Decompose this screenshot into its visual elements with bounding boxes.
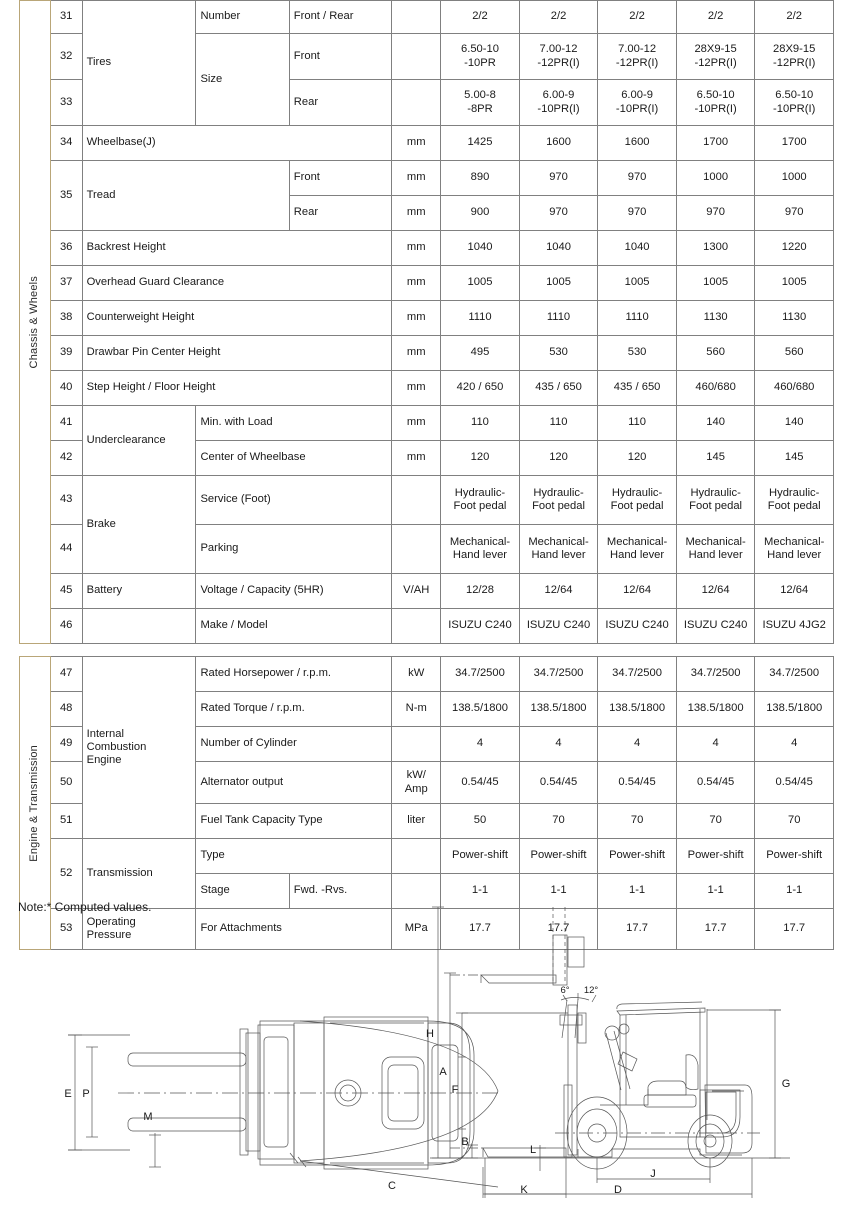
value-cell	[598, 476, 677, 525]
unit-cell	[392, 80, 441, 126]
value-cell: 970	[676, 196, 755, 231]
value-cell: 12/64	[519, 574, 598, 609]
row-number: 34	[50, 126, 82, 161]
value-line-1: Mechanical-	[528, 535, 589, 548]
value-cell: 900	[441, 196, 520, 231]
value-cell: 120	[441, 441, 520, 476]
value-cell: 12/64	[598, 574, 677, 609]
unit-cell: mm	[392, 126, 441, 161]
value-cell: Power-shift	[755, 839, 834, 874]
dim-label-B: B	[461, 1136, 469, 1148]
row-number: 52	[50, 839, 82, 909]
row-number: 42	[50, 441, 82, 476]
row-number: 39	[50, 336, 82, 371]
unit-line-1: kW/	[406, 769, 426, 782]
group-label-line-3: Engine	[86, 754, 122, 767]
sub-label-voltage-capacity: Voltage / Capacity (5HR)	[196, 574, 392, 609]
group-label-counterweight-height: Counterweight Height	[82, 301, 392, 336]
value-cell: 138.5/1800	[441, 692, 520, 727]
value-cell: 1220	[755, 231, 834, 266]
value-cell: ISUZU C240	[598, 609, 677, 644]
value-line-2: -12PR(I)	[537, 56, 580, 69]
value-cell: 460/680	[676, 371, 755, 406]
value-line-1: Mechanical-	[606, 535, 668, 548]
table-row	[20, 1, 834, 34]
value-line-1: 6.50-10	[696, 89, 735, 102]
unit-cell	[392, 525, 441, 574]
unit-cell	[392, 1, 441, 34]
unit-cell: mm	[392, 301, 441, 336]
value-line-2: -12PR(I)	[615, 56, 659, 69]
value-cell: 120	[598, 441, 677, 476]
sub2-label-front: Front	[289, 161, 391, 196]
value-cell	[598, 34, 677, 80]
value-cell: 1130	[755, 301, 834, 336]
unit-cell: mm	[392, 161, 441, 196]
value-cell: 17.7	[441, 909, 520, 950]
value-cell: 560	[676, 336, 755, 371]
value-line-1: 28X9-15	[773, 43, 816, 56]
value-cell: 70	[598, 804, 677, 839]
value-cell	[519, 80, 598, 126]
value-cell: 460/680	[755, 371, 834, 406]
value-cell	[441, 34, 520, 80]
value-cell: 1110	[519, 301, 598, 336]
value-cell: 530	[598, 336, 677, 371]
table-row	[20, 657, 834, 692]
value-line-2: -10PR(I)	[773, 102, 816, 115]
unit-cell: mm	[392, 371, 441, 406]
section-band-label-engine: Engine & Transmission	[28, 744, 41, 862]
sub-label-number: Number	[196, 1, 289, 34]
value-cell: 1110	[598, 301, 677, 336]
value-cell	[441, 476, 520, 525]
value-line-1: 7.00-12	[618, 43, 657, 56]
value-cell: 34.7/2500	[519, 657, 598, 692]
value-line-2: -10PR(I)	[615, 102, 659, 115]
value-cell	[519, 476, 598, 525]
value-cell: 2/2	[676, 1, 755, 34]
value-cell	[676, 476, 755, 525]
value-cell: 70	[755, 804, 834, 839]
value-line-1: 7.00-12	[539, 43, 578, 56]
table-row	[20, 336, 834, 371]
value-cell: 1130	[676, 301, 755, 336]
value-cell: 0.54/45	[519, 762, 598, 804]
value-line-2: -12PR(I)	[694, 56, 737, 69]
value-cell: 2/2	[519, 1, 598, 34]
unit-cell: kW	[392, 657, 441, 692]
value-line-2: Hand lever	[452, 549, 508, 561]
sub-label-fuel-tank-capacity: Fuel Tank Capacity Type	[196, 804, 392, 839]
value-cell	[441, 80, 520, 126]
sub2-label-fwd-rvs: Fwd. -Rvs.	[289, 874, 391, 909]
value-cell: 17.7	[755, 909, 834, 950]
value-cell: 138.5/1800	[676, 692, 755, 727]
sub-label-for-attachments: For Attachments	[196, 909, 392, 950]
group-label-line-1: Operating	[86, 915, 136, 928]
value-cell: 970	[598, 196, 677, 231]
unit-cell	[392, 762, 441, 804]
value-line-2: Foot pedal	[610, 500, 664, 512]
sub-label-parking: Parking	[196, 525, 392, 574]
group-label-tires: Tires	[82, 1, 196, 126]
row-number: 35	[50, 161, 82, 231]
table-row	[20, 301, 834, 336]
value-cell: 4	[441, 727, 520, 762]
section-band-label-chassis: Chassis & Wheels	[28, 275, 41, 369]
value-cell	[441, 525, 520, 574]
sub-label-type: Type	[196, 839, 392, 874]
drawings-svg	[0, 905, 850, 1210]
group-label-transmission: Transmission	[82, 839, 196, 909]
sub-label-size: Size	[196, 34, 289, 126]
row-number: 41	[50, 406, 82, 441]
value-cell: 12/28	[441, 574, 520, 609]
row-number: 37	[50, 266, 82, 301]
value-cell: 110	[598, 406, 677, 441]
row-number: 51	[50, 804, 82, 839]
unit-cell: N-m	[392, 692, 441, 727]
row-number: 43	[50, 476, 82, 525]
value-cell	[755, 80, 834, 126]
value-cell: 495	[441, 336, 520, 371]
value-line-1: 5.00-8	[464, 89, 496, 102]
unit-cell: mm	[392, 196, 441, 231]
sub2-label-rear: Rear	[289, 80, 391, 126]
value-line-1: 6.50-10	[461, 43, 499, 56]
value-cell: 34.7/2500	[441, 657, 520, 692]
value-cell: 17.7	[598, 909, 677, 950]
value-cell: 1-1	[598, 874, 677, 909]
specification-table	[19, 0, 834, 950]
unit-cell: MPa	[392, 909, 441, 950]
value-cell: 1600	[598, 126, 677, 161]
sub-label-stage: Stage	[196, 874, 289, 909]
value-cell	[598, 525, 677, 574]
dim-label-J: J	[650, 1168, 656, 1180]
dim-label-C: C	[388, 1180, 396, 1192]
value-cell: 1000	[676, 161, 755, 196]
unit-cell: mm	[392, 406, 441, 441]
row-number: 33	[50, 80, 82, 126]
group-label-line-2: Combustion	[86, 740, 147, 753]
row-number: 31	[50, 1, 82, 34]
value-cell: 140	[755, 406, 834, 441]
value-cell: 970	[519, 196, 598, 231]
sub-label-make-model: Make / Model	[196, 609, 392, 644]
value-cell: Power-shift	[441, 839, 520, 874]
value-cell: 2/2	[441, 1, 520, 34]
value-line-1: 28X9-15	[694, 43, 737, 56]
value-cell: 420 / 650	[441, 371, 520, 406]
value-cell	[755, 476, 834, 525]
value-cell: 17.7	[676, 909, 755, 950]
value-line-1: Hydraulic-	[611, 486, 663, 499]
value-cell: 1-1	[519, 874, 598, 909]
unit-cell: mm	[392, 336, 441, 371]
value-line-2: Hand lever	[531, 549, 586, 561]
value-cell: 4	[519, 727, 598, 762]
value-cell	[519, 34, 598, 80]
row-number: 53	[50, 909, 82, 950]
sub2-label-front: Front	[289, 34, 391, 80]
value-cell: 138.5/1800	[755, 692, 834, 727]
value-line-2: Foot pedal	[453, 500, 507, 512]
value-cell: 1425	[441, 126, 520, 161]
row-number: 46	[50, 609, 82, 644]
row-number: 50	[50, 762, 82, 804]
technical-drawings	[0, 905, 850, 1210]
value-line-1: Hydraulic-	[454, 486, 506, 499]
angle-label-12deg: 12°	[583, 985, 599, 996]
value-line-1: 6.00-9	[542, 89, 575, 102]
value-cell: 1040	[598, 231, 677, 266]
sub-label-alternator-output: Alternator output	[196, 762, 392, 804]
value-cell: ISUZU C240	[676, 609, 755, 644]
value-cell: 138.5/1800	[598, 692, 677, 727]
value-cell: 1005	[441, 266, 520, 301]
dim-label-P: P	[82, 1088, 90, 1100]
dim-label-F: F	[451, 1084, 459, 1096]
value-cell: Power-shift	[676, 839, 755, 874]
group-label-tread: Tread	[82, 161, 289, 231]
value-cell	[755, 525, 834, 574]
section-gap-cell	[20, 644, 834, 657]
unit-cell	[392, 839, 441, 874]
value-cell: 70	[519, 804, 598, 839]
section-gap	[20, 644, 834, 657]
value-line-2: Foot pedal	[532, 500, 585, 512]
sub-label-rated-torque: Rated Torque / r.p.m.	[196, 692, 392, 727]
table-row	[20, 609, 834, 644]
dim-label-H: H	[426, 1028, 434, 1040]
group-label-line-2: Pressure	[86, 929, 132, 941]
value-line-2: -12PR(I)	[773, 56, 816, 69]
dim-label-L: L	[529, 1144, 537, 1156]
value-cell: 0.54/45	[441, 762, 520, 804]
angle-label-6deg: 6°	[560, 985, 570, 996]
value-line-2: -10PR(I)	[694, 102, 737, 115]
value-line-2: Hand lever	[610, 549, 665, 561]
value-cell: 110	[441, 406, 520, 441]
row-number: 36	[50, 231, 82, 266]
group-label-battery: Battery	[82, 574, 196, 609]
value-cell: 2/2	[598, 1, 677, 34]
value-cell: Power-shift	[598, 839, 677, 874]
unit-cell: mm	[392, 266, 441, 301]
group-label-empty	[82, 609, 196, 644]
unit-cell	[392, 34, 441, 80]
value-cell: 1005	[519, 266, 598, 301]
row-number: 38	[50, 301, 82, 336]
value-line-1: Mechanical-	[764, 535, 825, 548]
value-cell: 120	[519, 441, 598, 476]
value-cell: 1300	[676, 231, 755, 266]
value-line-1: Hydraulic-	[690, 486, 741, 499]
value-line-2: Hand lever	[688, 549, 743, 561]
value-cell: 0.54/45	[598, 762, 677, 804]
sub-label-service-foot: Service (Foot)	[196, 476, 392, 525]
value-cell: ISUZU C240	[441, 609, 520, 644]
value-cell: 1110	[441, 301, 520, 336]
unit-line-2: Amp	[404, 782, 428, 795]
table-row	[20, 266, 834, 301]
unit-cell	[392, 609, 441, 644]
row-number: 32	[50, 34, 82, 80]
table-row	[20, 406, 834, 441]
value-cell	[676, 80, 755, 126]
value-line-1: Mechanical-	[449, 535, 511, 548]
dim-label-A: A	[439, 1066, 447, 1078]
dim-label-M: M	[143, 1111, 153, 1123]
table-row	[20, 371, 834, 406]
forklift-top-view	[68, 1017, 500, 1187]
value-cell	[676, 34, 755, 80]
value-cell: 138.5/1800	[519, 692, 598, 727]
unit-cell	[392, 476, 441, 525]
table-row	[20, 839, 834, 874]
group-label-backrest-height: Backrest Height	[82, 231, 392, 266]
row-number: 48	[50, 692, 82, 727]
value-cell: 1700	[676, 126, 755, 161]
note-text: Note:* Computed values.	[18, 900, 152, 914]
table-row	[20, 126, 834, 161]
group-label-step-floor-height: Step Height / Floor Height	[82, 371, 392, 406]
value-cell: 970	[598, 161, 677, 196]
value-cell: 1-1	[441, 874, 520, 909]
value-cell: 530	[519, 336, 598, 371]
sub2-label-front-rear: Front / Rear	[289, 1, 391, 34]
value-cell: 435 / 650	[519, 371, 598, 406]
value-cell: 34.7/2500	[755, 657, 834, 692]
group-label-brake: Brake	[82, 476, 196, 574]
value-cell: 1005	[755, 266, 834, 301]
value-cell: 890	[441, 161, 520, 196]
group-label-drawbar-pin-center-height: Drawbar Pin Center Height	[82, 336, 392, 371]
value-line-1: 6.00-9	[621, 89, 653, 102]
group-label-internal-combustion-engine	[82, 657, 196, 839]
value-line-2: -8PR	[467, 102, 493, 115]
value-cell: 0.54/45	[755, 762, 834, 804]
value-line-2: Foot pedal	[767, 500, 821, 512]
value-line-2: Hand lever	[767, 549, 822, 561]
value-line-2: -10PR(I)	[537, 102, 580, 115]
table-row	[20, 161, 834, 196]
value-cell	[755, 34, 834, 80]
row-number: 45	[50, 574, 82, 609]
value-line-2: -10PR	[464, 56, 496, 69]
sub-label-rated-horsepower: Rated Horsepower / r.p.m.	[196, 657, 392, 692]
sub-label-number-of-cylinder: Number of Cylinder	[196, 727, 392, 762]
table-row	[20, 476, 834, 525]
value-cell: 110	[519, 406, 598, 441]
row-number: 44	[50, 525, 82, 574]
group-label-wheelbase: Wheelbase(J)	[82, 126, 392, 161]
table-row	[20, 231, 834, 266]
value-cell: Power-shift	[519, 839, 598, 874]
row-number: 47	[50, 657, 82, 692]
sub-label-center-of-wheelbase: Center of Wheelbase	[196, 441, 392, 476]
value-cell	[519, 525, 598, 574]
dim-label-E: E	[64, 1088, 72, 1100]
table-row	[20, 574, 834, 609]
value-cell: 1-1	[755, 874, 834, 909]
row-number: 49	[50, 727, 82, 762]
value-cell: 1005	[598, 266, 677, 301]
value-cell: 970	[519, 161, 598, 196]
row-number: 40	[50, 371, 82, 406]
value-cell: 145	[755, 441, 834, 476]
value-cell: 1000	[755, 161, 834, 196]
unit-cell	[392, 874, 441, 909]
value-line-2: Foot pedal	[689, 500, 743, 512]
dim-label-D: D	[614, 1184, 622, 1196]
value-cell: ISUZU 4JG2	[755, 609, 834, 644]
value-cell: 34.7/2500	[676, 657, 755, 692]
unit-cell: mm	[392, 441, 441, 476]
value-cell: 1040	[441, 231, 520, 266]
group-label-line-1: Internal	[86, 727, 124, 740]
value-cell: 435 / 650	[598, 371, 677, 406]
value-cell	[676, 525, 755, 574]
forklift-side-view	[430, 907, 790, 1198]
value-cell: 34.7/2500	[598, 657, 677, 692]
dim-label-K: K	[520, 1184, 528, 1196]
value-cell: 17.7	[519, 909, 598, 950]
value-cell: 4	[598, 727, 677, 762]
value-cell: ISUZU C240	[519, 609, 598, 644]
value-cell: 70	[676, 804, 755, 839]
value-cell: 0.54/45	[676, 762, 755, 804]
value-line-1: Mechanical-	[685, 535, 746, 548]
value-cell: 12/64	[676, 574, 755, 609]
value-cell: 4	[676, 727, 755, 762]
group-label-overhead-guard-clearance: Overhead Guard Clearance	[82, 266, 392, 301]
value-cell: 12/64	[755, 574, 834, 609]
value-cell: 1040	[519, 231, 598, 266]
value-cell: 1005	[676, 266, 755, 301]
unit-cell	[392, 727, 441, 762]
unit-cell: mm	[392, 231, 441, 266]
value-cell: 50	[441, 804, 520, 839]
sub2-label-rear: Rear	[289, 196, 391, 231]
value-cell: 4	[755, 727, 834, 762]
value-cell	[598, 80, 677, 126]
value-cell: 2/2	[755, 1, 834, 34]
group-label-underclearance: Underclearance	[82, 406, 196, 476]
value-cell: 1-1	[676, 874, 755, 909]
value-cell: 1600	[519, 126, 598, 161]
value-cell: 145	[676, 441, 755, 476]
dim-label-G: G	[781, 1078, 791, 1090]
section-band-chassis	[20, 1, 51, 644]
sub-label-min-with-load: Min. with Load	[196, 406, 392, 441]
value-cell: 1700	[755, 126, 834, 161]
value-cell: 560	[755, 336, 834, 371]
value-line-1: Hydraulic-	[769, 486, 820, 499]
value-line-1: 6.50-10	[775, 89, 814, 102]
value-cell: 970	[755, 196, 834, 231]
unit-cell: liter	[392, 804, 441, 839]
unit-cell: V/AH	[392, 574, 441, 609]
value-cell: 140	[676, 406, 755, 441]
value-line-1: Hydraulic-	[533, 486, 584, 499]
